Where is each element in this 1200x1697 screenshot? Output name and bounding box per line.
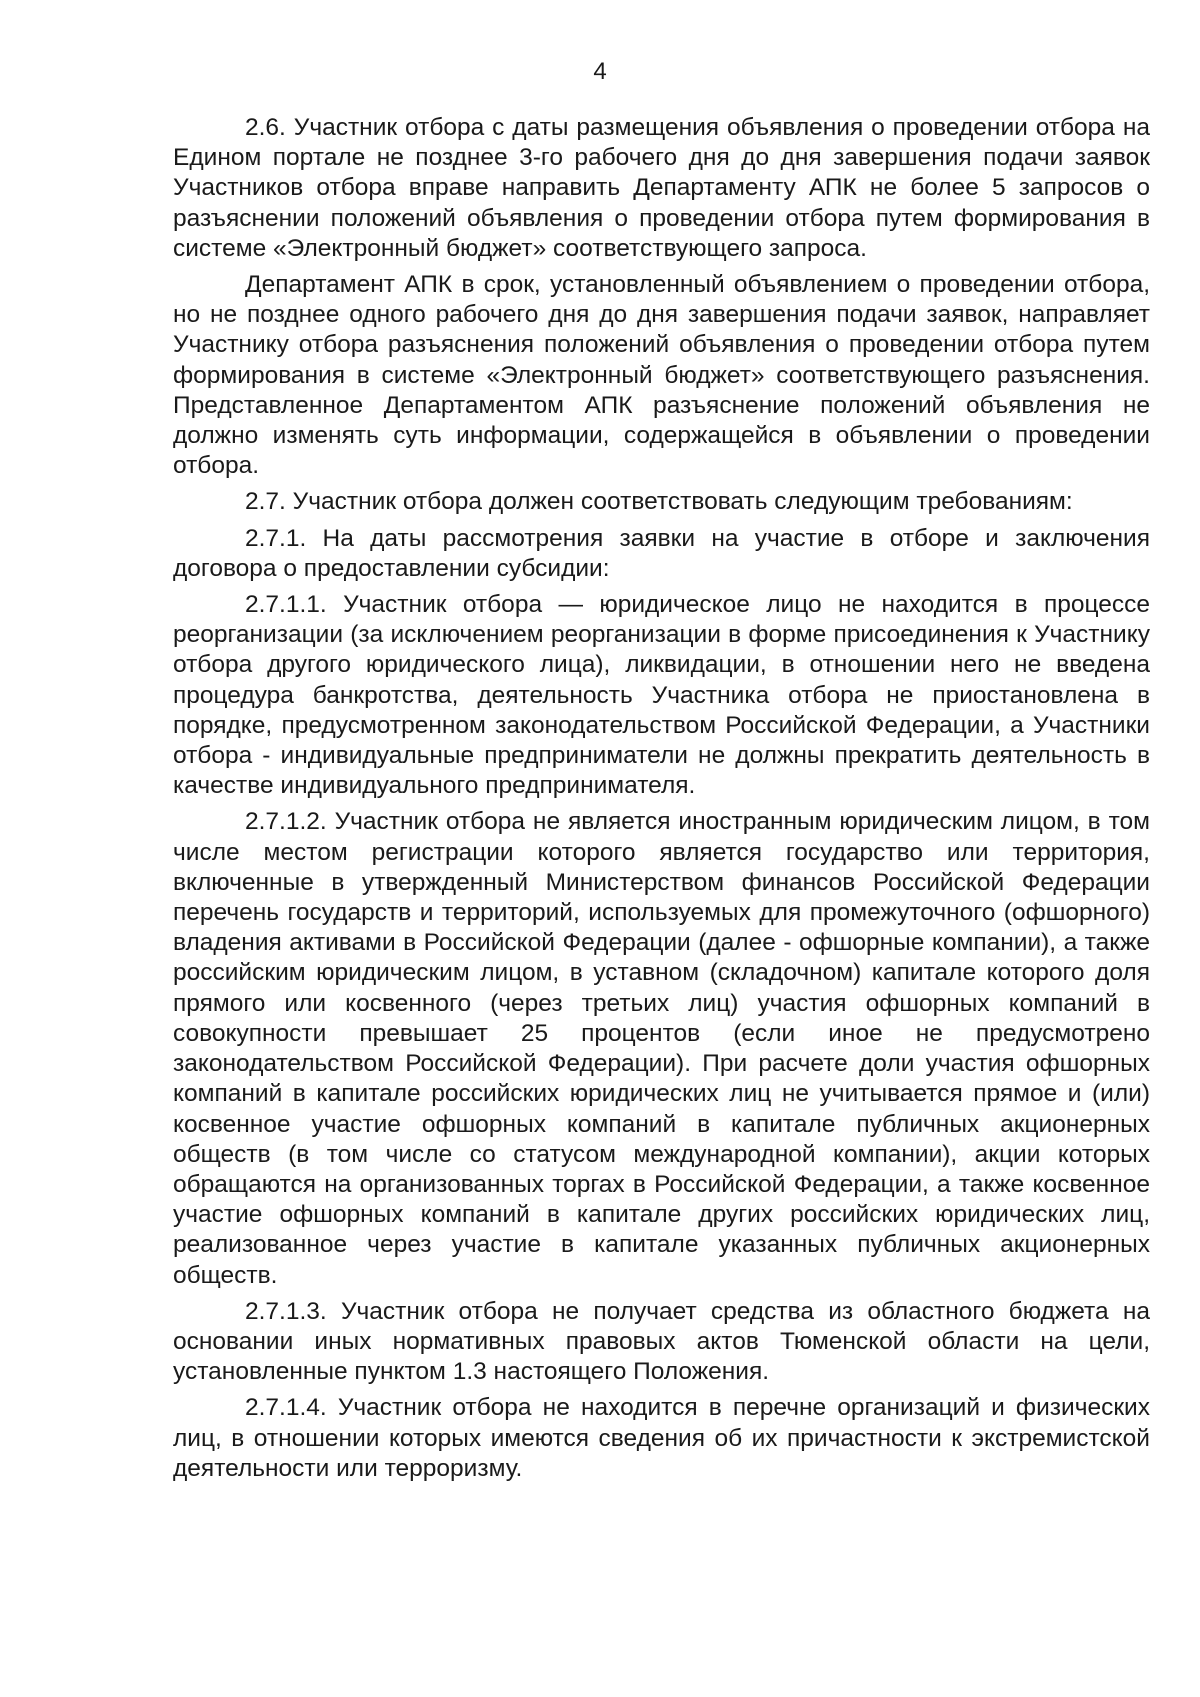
paragraph-2-7: 2.7. Участник отбора должен соответствовать следующим требованиям: xyxy=(245,488,1073,516)
paragraph-2-6: 2.6. Участник отбора с даты размещения объявления о проведении отбора на Едином портале не позднее 3-го рабочего дня до дня завершения подачи заявок Участников отбора вправе направить Департаменту АПК не более 5 запросов о разъяснении положений объявления о проведении отбора путем формирования в системе «Электронный бюджет» соответствующего запроса. xyxy=(173,114,1150,262)
document-body xyxy=(173,113,1150,1490)
paragraph-department-clarification: Департамент АПК в срок, установленный объявлением о проведении отбора, но не позднее одного рабочего дня до дня завершения подачи заявок, направляет Участнику отбора разъяснения положений объявления о проведении отбора путем формирования в системе «Электронный бюджет» соответствующего разъяснения. Представленное Департаментом АПК разъяснение положений объявления не должно изменять суть информации, содержащейся в объявлении о проведении отбора. xyxy=(173,271,1150,480)
paragraph-2-7-1-4: 2.7.1.4. Участник отбора не находится в перечне организаций и физических лиц, в отношении которых имеются сведения об их причастности к экстремистской деятельности или терроризму. xyxy=(173,1394,1150,1482)
paragraph-2-7-1-3: 2.7.1.3. Участник отбора не получает средства из областного бюджета на основании иных нормативных правовых актов Тюменской области на цели, установленные пунктом 1.3 настоящего Положения. xyxy=(173,1297,1150,1386)
page-number: 4 xyxy=(593,58,607,85)
paragraph-2-7-1-2: 2.7.1.2. Участник отбора не является иностранным юридическим лицом, в том числе местом регистрации которого является государство или территория, включенные в утвержденный Министерством финансов Российской Федерации перечень государств и территорий, используемых для промежуточного (офшорного) владения активами в Российской Федерации (далее - офшорные компании), а также российским юридическим лицом, в уставном (складочном) капитале которого доля прямого или косвенного (через третьих лиц) участия офшорных компаний в совокупности превышает 25 процентов (если иное не предусмотрено законодательством Российской Федерации). При расчете доли участия офшорных компаний в капитале российских юридических лиц не учитывается прямое и (или) косвенное участие офшорных компаний в капитале публичных акционерных обществ (в том числе со статусом международной компании), акции которых обращаются на организованных торгах в Российской Федерации, а также косвенное участие офшорных компаний в капитале других российских юридических лиц, реализованное через участие в капитале указанных публичных акционерных обществ. xyxy=(173,808,1150,1289)
paragraph-2-7-1-1: 2.7.1.1. Участник отбора — юридическое лицо не находится в процессе реорганизации (за исключением реорганизации в форме присоединения к Участнику отбора другого юридического лица), ликвидации, в отношении него не введена процедура банкротства, деятельность Участника отбора не приостановлена в порядке, предусмотренном законодательством Российской Федерации, а Участники отбора - индивидуальные предприниматели не должны прекратить деятельность в качестве индивидуального предпринимателя. xyxy=(173,591,1150,800)
paragraph-2-7-1: 2.7.1. На даты рассмотрения заявки на участие в отборе и заключения договора о предоставлении субсидии: xyxy=(173,524,1150,582)
